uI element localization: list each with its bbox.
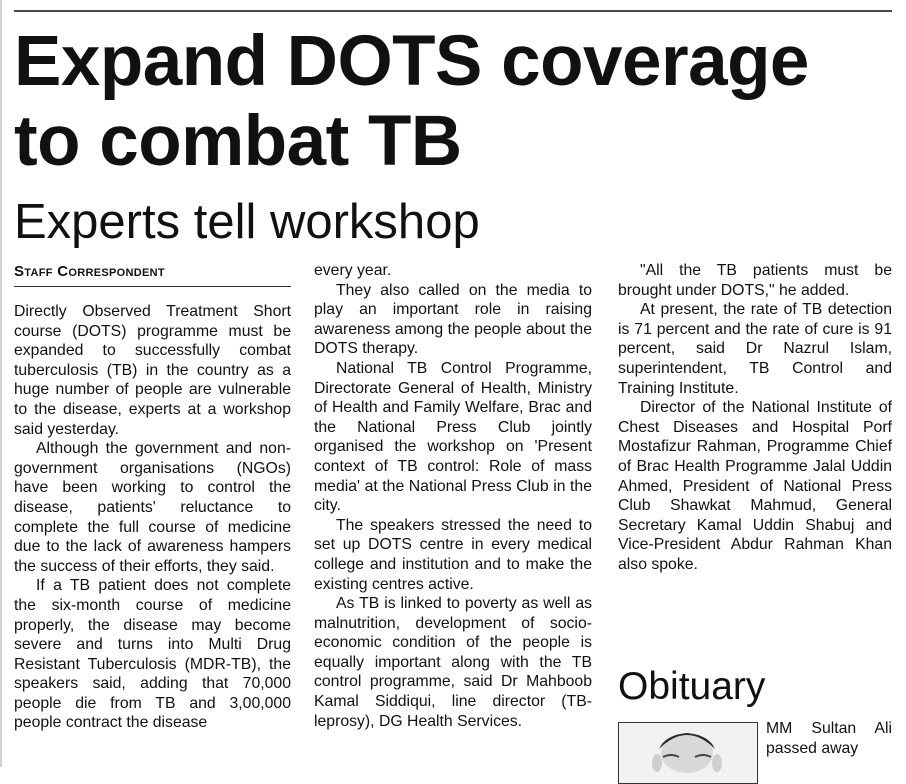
paragraph: Although the government and non-government organisations (NGOs) have been working to control the disease, patients' reluctance to complete the full course of medicine due to the lack of awareness hampers the success of their efforts, they said. <box>14 440 291 575</box>
subheadline: Experts tell workshop <box>14 195 480 249</box>
portrait-image <box>619 723 757 783</box>
page-edge <box>0 0 2 767</box>
article-column-1 <box>14 302 291 733</box>
article-column-3 <box>618 261 892 575</box>
paragraph: If a TB patient does not complete the six-month course of medicine properly, the disease may become severe and turns into Multi Drug Resistant Tuberculosis (MDR-TB), the speakers said, adding that 70,000 people die from TB and 3,00,000 people contract the disease <box>14 577 291 732</box>
obituary-text: MM Sultan Ali passed away <box>766 720 892 757</box>
byline: Staff Correspondent <box>14 262 291 287</box>
paragraph: "All the TB patients must be brought under DOTS," he added. <box>618 262 892 299</box>
paragraph: Directly Observed Treatment Short course (DOTS) programme must be expanded to successfully combat tuberculosis (TB) in the country as a huge number of people are vulnerable to the disease, experts at a workshop said yesterday. <box>14 303 291 438</box>
paragraph-continuation: every year. <box>314 262 392 279</box>
top-rule <box>14 10 892 12</box>
paragraph: They also called on the media to play an important role in raising awareness among the people about the DOTS therapy. <box>314 281 592 358</box>
paragraph: As TB is linked to poverty as well as malnutrition, development of socio-economic condition of the people is equally important along with the TB control programme, said Dr Mahboob Kamal Siddiqui, line director (TB-leprosy), DG Health Services. <box>314 595 592 730</box>
obituary-photo <box>618 722 758 784</box>
paragraph: Director of the National Institute of Chest Diseases and Hospital Porf Mostafizur Rahman, Programme Chief of Brac Health Programme Jalal Uddin Ahmed, President of National Press Club Shawkat Mahmud, General Secretary Kamal Uddin Shabuj and Vice-President Abdur Rahman Khan also spoke. <box>618 399 892 573</box>
obituary-heading: Obituary <box>618 665 766 708</box>
headline: Expand DOTS coverage to combat TB <box>14 22 809 181</box>
paragraph: The speakers stressed the need to set up DOTS centre in every medical college and institution and to make the existing centres active. <box>314 516 592 593</box>
article-column-2 <box>314 261 592 731</box>
paragraph: At present, the rate of TB detection is 71 percent and the rate of cure is 91 percent, said Dr Nazrul Islam, superintendent, TB Control and Training Institute. <box>618 301 892 397</box>
paragraph: National TB Control Programme, Directorate General of Health, Ministry of Health and Family Welfare, Brac and the National Press Club jointly organised the workshop on 'Present context of TB control: Role of mass media' at the National Press Club in the city. <box>314 359 592 515</box>
